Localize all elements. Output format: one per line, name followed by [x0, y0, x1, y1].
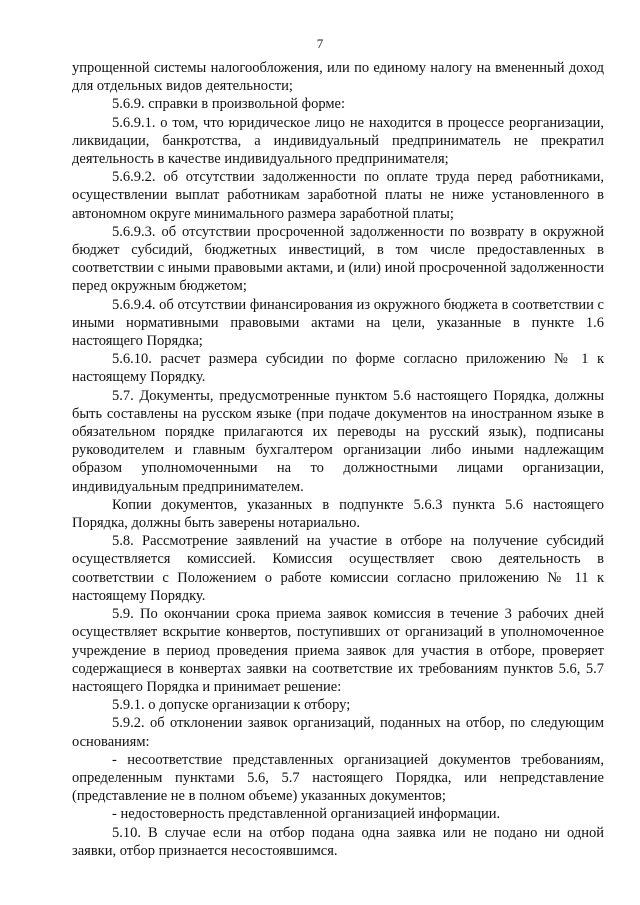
paragraph-5-7: 5.7. Документы, предусмотренные пунктом 5.6 настоящего Порядка, должны быть составлены на русском языке (при подаче документов на иностранном языке в обязательном порядке прилагаются их переводы на русский язык), подписаны руководителем и главным бухгалтером организации либо иными надлежащим образом уполномоченными на то должностными лицами организации, индивидуальным предпринимателем.: [72, 387, 604, 495]
paragraph-5-9-1: 5.9.1. о допуске организации к отбору;: [112, 697, 351, 714]
paragraph-5-8: 5.8. Рассмотрение заявлений на участие в отборе на получение субсидий осуществляется комиссией. Комиссия осуществляет свою деятельность в соответствии с Положением о работе комиссии согласно приложению № 11 к настоящему Порядку.: [72, 533, 604, 604]
paragraph-5-9: 5.9. По окончании срока приема заявок комиссия в течение 3 рабочих дней осуществляет вскрытие конвертов, поступивших от организаций в уполномоченное учреждение в период проведения приема заявок для участия в отборе, проверяет содержащиеся в конвертах заявки на соответствие их требованиям пунктов 5.6, 5.7 настоящего Порядка и принимает решение:: [72, 606, 604, 695]
list-item-noncompliance: - несоответствие представленных организацией документов требованиям, определенным пунктами 5.6, 5.7 настоящего Порядка, или непредставление (представление не в полном объеме) указанных документов;: [72, 751, 604, 805]
paragraph-5-10: 5.10. В случае если на отбор подана одна заявка или не подано ни одной заявки, отбор признается несостоявшимся.: [72, 824, 604, 859]
paragraph-5-6-9-1: 5.6.9.1. о том, что юридическое лицо не находится в процессе реорганизации, ликвидации, банкротства, а индивидуальный предприниматель не прекратил деятельность в качестве индивидуального предпринимателя;: [72, 114, 604, 168]
paragraph-5-6-10: 5.6.10. расчет размера субсидии по форме согласно приложению № 1 к настоящему Порядку.: [72, 351, 604, 386]
paragraph-5-6-9-3: 5.6.9.3. об отсутствии просроченной задолженности по возврату в окружной бюджет субсидий, бюджетных инвестиций, в том числе предоставленных в соответствии с иными правовыми актами, и (или) иной просроченной задолженности перед окружным бюджетом;: [72, 223, 604, 295]
list-item-unreliable-info: - недостоверность представленной организацией информации.: [112, 806, 501, 823]
paragraph-5-6-9-4: 5.6.9.4. об отсутствии финансирования из окружного бюджета в соответствии с иными нормативными правовыми актами на цели, указанные в пункте 1.6 настоящего Порядка;: [72, 296, 604, 350]
document-body: [72, 59, 604, 860]
paragraph-tax-system-continuation: упрощенной системы налогообложения, или по единому налогу на вмененный доход для отдельных видов деятельности;: [72, 60, 604, 95]
paragraph-5-6-9-2: 5.6.9.2. об отсутствии задолженности по оплате труда перед работниками, осуществлении выплат работникам заработной платы не ниже установленного в автономном округе минимального размера заработной платы;: [72, 169, 604, 222]
paragraph-copies-notarized: Копии документов, указанных в подпункте 5.6.3 пункта 5.6 настоящего Порядка, должны быть заверены нотариально.: [72, 496, 604, 532]
paragraph-5-6-9: 5.6.9. справки в произвольной форме:: [112, 96, 345, 113]
paragraph-5-9-2: 5.9.2. об отклонении заявок организаций, поданных на отбор, по следующим основаниям:: [72, 715, 604, 750]
page-number: 7: [316, 36, 324, 51]
